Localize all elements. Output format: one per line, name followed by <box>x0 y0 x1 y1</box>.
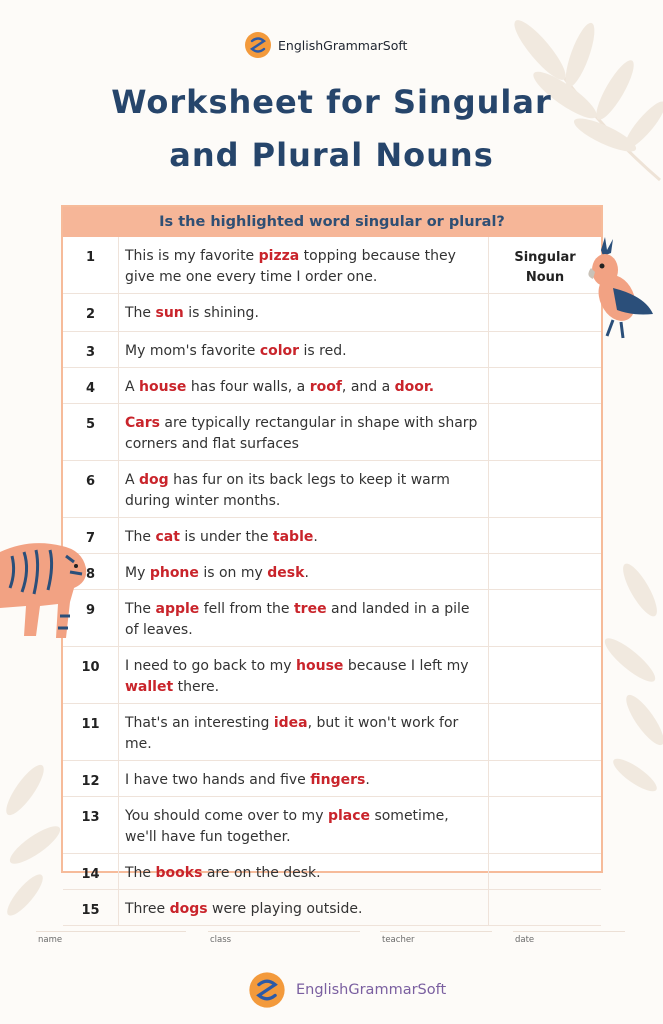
brand-name: EnglishGrammarSoft <box>296 982 447 998</box>
sentence-fragment: is red. <box>299 343 347 359</box>
sentence-fragment: is on my <box>198 565 268 581</box>
table-row <box>63 368 601 404</box>
highlighted-noun: sun <box>155 305 184 321</box>
answer-cell[interactable] <box>489 368 602 404</box>
table-row <box>63 854 601 890</box>
row-number: 10 <box>63 647 119 704</box>
highlighted-noun: place <box>327 808 370 824</box>
sentence-fragment: topping because they give me one every time I order one. <box>125 248 456 285</box>
title-line: Worksheet for Singular <box>111 83 552 121</box>
highlighted-noun: phone <box>149 565 199 581</box>
sentence-fragment: , and a <box>341 379 395 395</box>
row-number: 5 <box>63 404 119 461</box>
answer-cell[interactable] <box>489 797 602 854</box>
sentence-fragment: has four walls, a <box>186 379 310 395</box>
highlighted-noun: door. <box>394 379 435 395</box>
page-title <box>0 76 663 182</box>
table-row <box>63 294 601 332</box>
sentence-text <box>119 647 489 704</box>
sentence-fragment: That's an interesting <box>125 715 274 731</box>
sentence-text <box>119 461 489 518</box>
sentence-fragment: is under the <box>179 529 273 545</box>
class-label: class <box>210 935 232 945</box>
sentence-fragment: is shining. <box>183 305 259 321</box>
brand-logo-footer[interactable] <box>248 968 446 1012</box>
answer-cell[interactable] <box>489 854 602 890</box>
row-number: 14 <box>63 854 119 890</box>
sentence-text <box>119 554 489 590</box>
row-number: 2 <box>63 294 119 332</box>
teacher-line[interactable] <box>380 931 492 932</box>
sentence-fragment: I need to go back to my <box>125 658 297 674</box>
sentence-fragment: , but it won't work for me. <box>125 715 459 752</box>
answer-cell[interactable] <box>489 461 602 518</box>
row-number: 15 <box>63 890 119 926</box>
sentence-fragment: The <box>125 305 156 321</box>
row-number: 13 <box>63 797 119 854</box>
leaf-decoration-icon <box>0 760 70 920</box>
sentence-fragment: The <box>125 601 156 617</box>
teacher-label: teacher <box>382 935 415 945</box>
sentence-fragment: . <box>365 772 370 788</box>
sentence-fragment: . <box>304 565 309 581</box>
highlighted-noun: pizza <box>258 248 300 264</box>
sentence-fragment: This is my favorite <box>125 248 259 264</box>
sentence-fragment: . <box>313 529 318 545</box>
answer-cell[interactable] <box>489 647 602 704</box>
brand-logo-icon <box>248 971 286 1009</box>
leaf-decoration-icon <box>600 560 663 800</box>
sentence-text <box>119 590 489 647</box>
sentence-fragment: and landed in a pile of leaves. <box>125 601 470 638</box>
table-row <box>63 590 601 647</box>
answer-cell[interactable] <box>489 404 602 461</box>
sentence-text <box>119 890 489 926</box>
sentence-text <box>119 854 489 890</box>
sentence-text <box>119 404 489 461</box>
answer-cell[interactable] <box>489 590 602 647</box>
table-row <box>63 237 601 294</box>
table-row <box>63 332 601 368</box>
table-row <box>63 461 601 518</box>
sentence-text <box>119 518 489 554</box>
highlighted-noun: table <box>272 529 314 545</box>
row-number: 9 <box>63 590 119 647</box>
answer-cell[interactable] <box>489 704 602 761</box>
highlighted-noun: wallet <box>125 679 174 695</box>
answer-label: Noun <box>525 270 565 285</box>
brand-name: EnglishGrammarSoft <box>278 37 408 53</box>
row-number: 1 <box>63 237 119 294</box>
sentence-fragment: A <box>125 379 140 395</box>
table-row <box>63 704 601 761</box>
table-row <box>63 404 601 461</box>
question-header: Is the highlighted word singular or plural? <box>63 207 601 237</box>
highlighted-noun: fingers <box>310 772 366 788</box>
sentence-fragment: are typically rectangular in shape with sharp corners and flat surfaces <box>125 415 478 452</box>
row-number: 4 <box>63 368 119 404</box>
class-line[interactable] <box>208 931 360 932</box>
sentence-fragment: My mom's favorite <box>125 343 260 359</box>
highlighted-noun: house <box>296 658 344 674</box>
sentence-fragment: I have two hands and five <box>125 772 311 788</box>
sentence-fragment: sometime, we'll have fun together. <box>125 808 449 845</box>
highlighted-noun: desk <box>267 565 305 581</box>
sentence-text <box>119 237 489 294</box>
date-label: date <box>515 935 535 945</box>
date-line[interactable] <box>513 931 625 932</box>
row-number: 8 <box>63 554 119 590</box>
table-row <box>63 890 601 926</box>
answer-cell[interactable] <box>489 890 602 926</box>
table-row <box>63 518 601 554</box>
table-row <box>63 647 601 704</box>
sentence-text <box>119 761 489 797</box>
row-number: 7 <box>63 518 119 554</box>
highlighted-noun: roof <box>309 379 342 395</box>
sentence-fragment: there. <box>173 679 220 695</box>
row-number: 3 <box>63 332 119 368</box>
answer-cell[interactable] <box>489 554 602 590</box>
highlighted-noun: idea <box>273 715 308 731</box>
sentence-fragment: because I left my <box>343 658 469 674</box>
sentence-fragment: The <box>125 529 156 545</box>
highlighted-noun: color <box>259 343 300 359</box>
worksheet-table <box>61 205 603 918</box>
sentence-fragment: You should come over to my <box>125 808 328 824</box>
brand-logo[interactable] <box>244 30 407 60</box>
name-label: name <box>38 935 63 945</box>
table-row <box>63 554 601 590</box>
table-row <box>63 797 601 854</box>
brand-logo-icon <box>244 31 272 59</box>
title-line: and Plural Nouns <box>169 136 494 174</box>
sentence-fragment: Three <box>125 901 170 917</box>
sentence-text <box>119 368 489 404</box>
sentence-fragment: has fur on its back legs to keep it warm during winter months. <box>125 472 450 509</box>
row-number: 6 <box>63 461 119 518</box>
sentence-text <box>119 332 489 368</box>
answer-label: Singular <box>514 250 576 265</box>
sentence-fragment: A <box>125 472 140 488</box>
answer-cell[interactable] <box>489 761 602 797</box>
highlighted-noun: Cars <box>125 415 160 431</box>
highlighted-noun: house <box>139 379 187 395</box>
sentence-fragment: are on the desk. <box>202 865 321 881</box>
highlighted-noun: apple <box>155 601 200 617</box>
name-line[interactable] <box>36 931 186 932</box>
sentence-fragment: The <box>125 865 156 881</box>
row-number: 12 <box>63 761 119 797</box>
sentence-text <box>119 704 489 761</box>
sentence-fragment: fell from the <box>199 601 294 617</box>
row-number: 11 <box>63 704 119 761</box>
answer-cell[interactable] <box>489 518 602 554</box>
table-row <box>63 761 601 797</box>
sentence-text <box>119 294 489 332</box>
highlighted-noun: tree <box>293 601 327 617</box>
sentence-fragment: My <box>125 565 150 581</box>
sentence-fragment: were playing outside. <box>207 901 363 917</box>
highlighted-noun: cat <box>155 529 180 545</box>
sentence-text <box>119 797 489 854</box>
highlighted-noun: books <box>155 865 203 881</box>
worksheet-rows <box>63 237 601 926</box>
highlighted-noun: dogs <box>169 901 208 917</box>
tiger-illustration-icon <box>0 532 92 648</box>
parrot-illustration-icon <box>583 236 655 344</box>
highlighted-noun: dog <box>139 472 169 488</box>
